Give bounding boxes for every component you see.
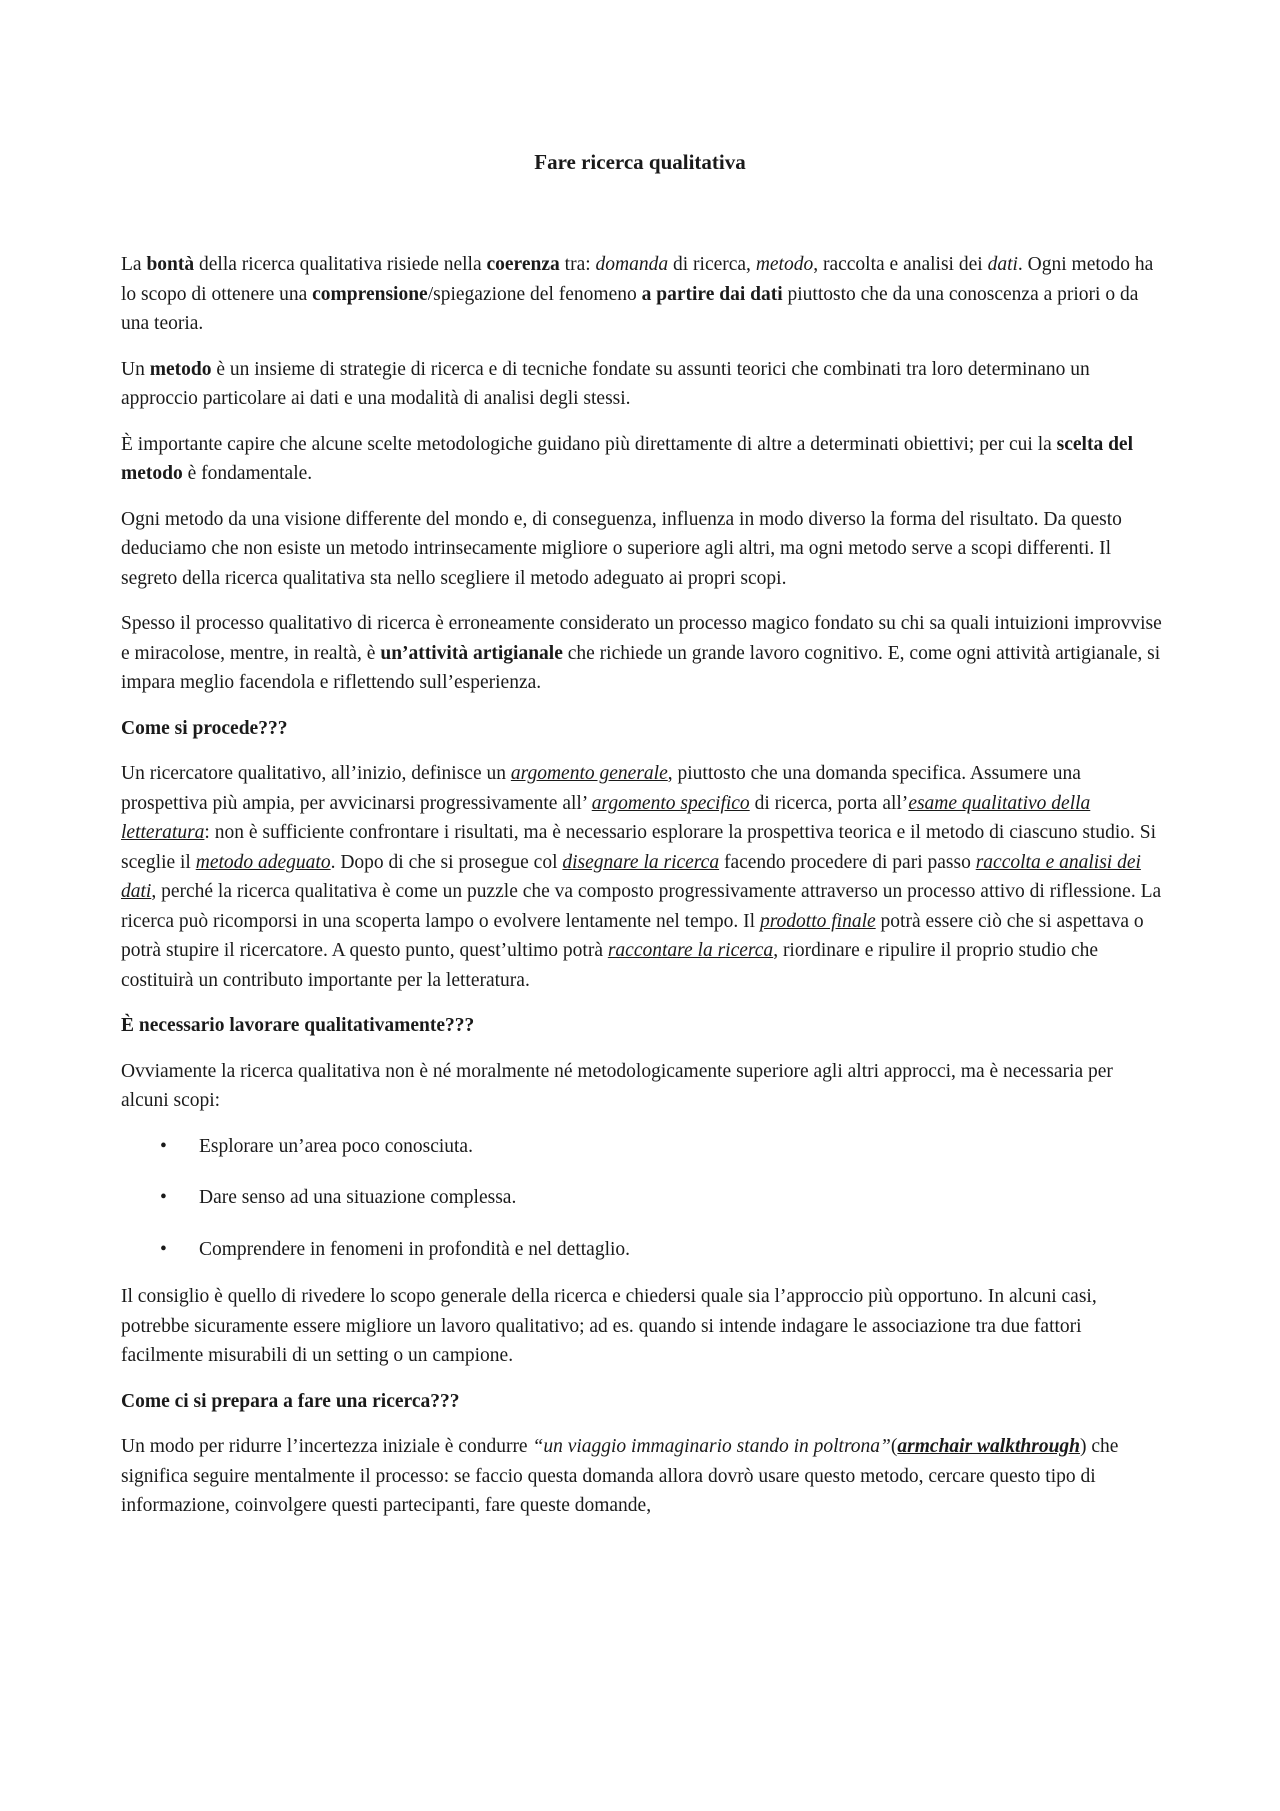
list-item: • Esplorare un’area poco conosciuta.: [121, 1132, 1165, 1162]
paragraph-artigianale: Spesso il processo qualitativo di ricerca è erroneamente considerato un processo magico fondato su chi sa quali intuizioni improvvise e miracolose, mentre, in realtà, è un’attività artigianale che richiede un grande lavoro cognitivo. E, come ogni attività artigianale, si impara meglio facendola e riflettendo sull’esperienza.: [121, 613, 1162, 693]
bullet-icon: •: [160, 1135, 167, 1157]
heading-come-si-procede: Come si procede???: [121, 717, 288, 739]
paragraph-metodo: Un metodo è un insieme di strategie di ricerca e di tecniche fondate su assunti teorici che combinati tra loro determinano un approccio particolare ai dati e una modalità di analisi degli stessi.: [121, 358, 1090, 409]
list-item: • Dare senso ad una situazione complessa.: [121, 1183, 1165, 1213]
paragraph-procedura: Un ricercatore qualitativo, all’inizio, definisce un argomento generale, piuttosto che una domanda specifica. Assumere una prospettiva più ampia, per avvicinarsi progressivamente all’ argomento specifico di ricerca, porta all’esame qualitativo della letteratura: non è sufficiente confrontare i risultati, ma è necessario esplorare la prospettiva teorica e il metodo di ciascuno studio. Si sceglie il metodo adeguato. Dopo di che si prosegue col disegnare la ricerca facendo procedere di pari passo raccolta e analisi dei dati, perché la ricerca qualitativa è come un puzzle che va composto progressivamente attraverso un processo attivo di riflessione. La ricerca può ricomporsi in una scoperta lampo o evolvere lentamente nel tempo. Il prodotto finale potrà essere ciò che si aspettava o potrà stupire il ricercatore. A questo punto, quest’ultimo potrà raccontare la ricerca, riordinare e ripulire il proprio studio che costituirà un contributo importante per la letteratura.: [121, 763, 1162, 991]
paragraph-armchair: Un modo per ridurre l’incertezza iniziale è condurre “un viaggio immaginario stando in poltrona”(armchair walkthrough) che significa seguire mentalmente il processo: se faccio questa domanda allora dovrò usare questo metodo, cercare questo tipo di informazione, coinvolgere questi partecipanti, fare queste domande,: [121, 1436, 1119, 1516]
bullet-list: [121, 1132, 1165, 1265]
paragraph-scopi: Ovviamente la ricerca qualitativa non è né moralmente né metodologicamente superiore agli altri approcci, ma è necessaria per alcuni scopi:: [121, 1060, 1113, 1111]
document-body: [121, 250, 1165, 1537]
heading-necessario: È necessario lavorare qualitativamente???: [121, 1015, 475, 1036]
paragraph-consiglio: Il consiglio è quello di rivedere lo scopo generale della ricerca e chiedersi quale sia l’approccio più opportuno. In alcuni casi, potrebbe sicuramente essere migliore un lavoro qualitativo; ad es. quando si intende indagare le associazione tra due fattori facilmente misurabili di un setting o un campione.: [121, 1286, 1097, 1366]
list-item: • Comprendere in fenomeni in profondità e nel dettaglio.: [121, 1235, 1165, 1265]
bullet-icon: •: [160, 1187, 167, 1208]
paragraph-scelte: È importante capire che alcune scelte metodologiche guidano più direttamente di altre a determinati obiettivi; per cui la scelta del metodo è fondamentale.: [121, 433, 1133, 484]
paragraph-intro: La bontà della ricerca qualitativa risiede nella coerenza tra: domanda di ricerca, metodo, raccolta e analisi dei dati. Ogni metodo ha lo scopo di ottenere una comprensione/spiegazione del fenomeno a partire dai dati piuttosto che da una conoscenza a priori o da una teoria.: [121, 254, 1154, 334]
heading-preparazione: Come ci si prepara a fare una ricerca???: [121, 1390, 460, 1412]
paragraph-visione: Ogni metodo da una visione differente del mondo e, di conseguenza, influenza in modo diverso la forma del risultato. Da questo deduciamo che non esiste un metodo intrinsecamente migliore o superiore agli altri, ma ogni metodo serve a scopi differenti. Il segreto della ricerca qualitativa sta nello scegliere il metodo adeguato ai propri scopi.: [121, 508, 1122, 589]
bullet-icon: •: [160, 1238, 167, 1260]
document-title: Fare ricerca qualitativa: [534, 150, 746, 174]
